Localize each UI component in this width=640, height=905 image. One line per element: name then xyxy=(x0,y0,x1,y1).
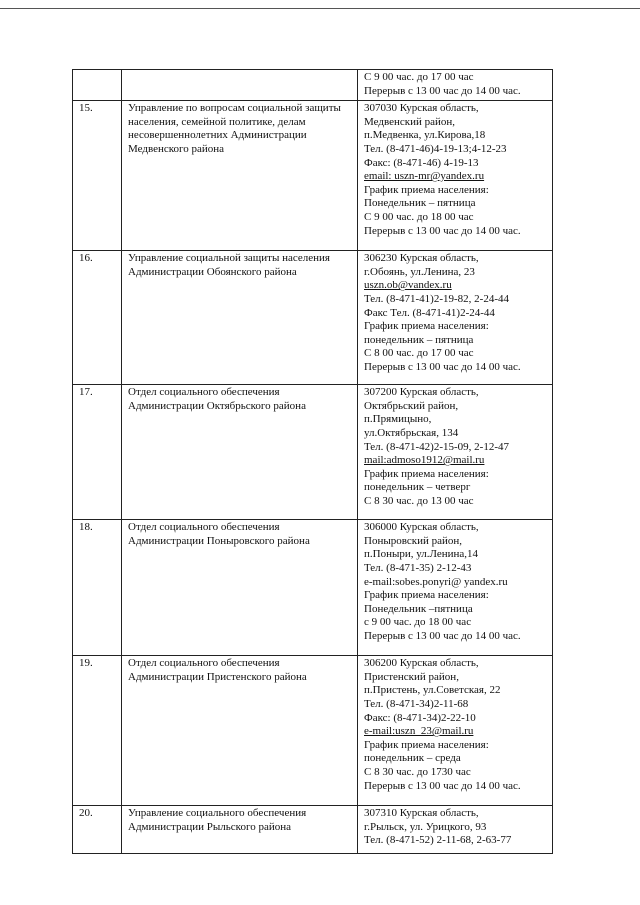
email-link[interactable]: e-mail:uszn_23@mail.ru xyxy=(364,725,474,738)
organization-name-cell: Управление по вопросам социальной защиты населения, семейной политике, делам несовершеннолетних Администрации Медвенского района xyxy=(122,101,358,251)
email-line[interactable]: e-mail:sobes.ponyri@ yandex.ru xyxy=(364,575,508,588)
row-number-cell: 18. xyxy=(73,520,122,656)
table-row xyxy=(73,101,553,251)
info-line: 307310 Курская область, xyxy=(364,807,479,820)
social-services-table xyxy=(72,69,553,854)
info-line: Перерыв с 13 00 час до 14 00 час. xyxy=(364,360,521,373)
table-row xyxy=(73,806,553,854)
info-line: График приема населения: xyxy=(364,183,489,196)
email-link[interactable]: email: uszn-mr@yandex.ru xyxy=(364,170,485,183)
info-line: Поныровский район, xyxy=(364,534,463,547)
info-line: 306000 Курская область, xyxy=(364,521,479,534)
info-line: Перерыв с 13 00 час до 14 00 час. xyxy=(364,629,521,642)
info-line: п.Прямицыно, xyxy=(364,413,432,426)
info-line: Перерыв с 13 00 час до 14 00 час. xyxy=(364,224,521,237)
info-line: Тел. (8-471-35) 2-12-43 xyxy=(364,561,472,574)
organization-name-cell: Управление социальной защиты населения Администрации Обоянского района xyxy=(122,251,358,385)
info-line: понедельник – четверг xyxy=(364,481,471,494)
info-line: График приема населения: xyxy=(364,320,489,333)
info-line: Медвенский район, xyxy=(364,115,456,128)
info-line: 307200 Курская область, xyxy=(364,386,479,399)
info-line: с 9 00 час. до 18 00 час xyxy=(364,616,472,629)
info-line: Тел. (8-471-41)2-19-82, 2-24-44 xyxy=(364,292,509,305)
info-line: п.Медвенка, ул.Кирова,18 xyxy=(364,129,486,142)
info-line: понедельник – среда xyxy=(364,752,461,765)
contact-info-cell xyxy=(358,101,553,251)
info-line: 306200 Курская область, xyxy=(364,657,479,670)
info-line: п.Пристень, ул.Советская, 22 xyxy=(364,684,501,697)
info-line: Факс: (8-471-46) 4-19-13 xyxy=(364,156,479,169)
row-number-cell: 17. xyxy=(73,385,122,520)
contact-info-cell xyxy=(358,806,553,854)
info-line: С 8 30 час. до 1730 час xyxy=(364,765,471,778)
row-number-cell: 16. xyxy=(73,251,122,385)
info-line: Перерыв с 13 00 час до 14 00 час. xyxy=(364,779,521,792)
organization-name-cell: Отдел социального обеспечения Администрации Пристенского района xyxy=(122,656,358,806)
organization-name-cell: Управление социального обеспечения Администрации Рыльского района xyxy=(122,806,358,854)
info-line: ул.Октябрьская, 134 xyxy=(364,426,459,439)
row-number-cell: 15. xyxy=(73,101,122,251)
row-number-cell: 19. xyxy=(73,656,122,806)
contact-info-cell xyxy=(358,70,553,101)
contact-info-cell xyxy=(358,656,553,806)
email-link[interactable]: mail:admoso1912@mail.ru xyxy=(364,454,485,467)
table-row xyxy=(73,385,553,520)
info-line: 306230 Курская область, xyxy=(364,252,479,265)
info-line: Тел. (8-471-42)2-15-09, 2-12-47 xyxy=(364,440,509,453)
info-line: Тел. (8-471-46)4-19-13;4-12-23 xyxy=(364,142,507,155)
info-line: г.Обоянь, ул.Ленина, 23 xyxy=(364,265,475,278)
table-row xyxy=(73,520,553,656)
email-link[interactable]: uszn.ob@vandex.ru xyxy=(364,279,452,292)
info-line: С 8 30 час. до 13 00 час xyxy=(364,494,474,507)
info-line: График приема населения: xyxy=(364,738,489,751)
contact-info-cell xyxy=(358,385,553,520)
info-line: С 8 00 час. до 17 00 час xyxy=(364,347,474,360)
organization-name-cell: Отдел социального обеспечения Администрации Октябрьского района xyxy=(122,385,358,520)
contact-info-cell xyxy=(358,520,553,656)
info-line: С 9 00 час. до 18 00 час xyxy=(364,210,474,223)
info-line: г.Рыльск, ул. Урицкого, 93 xyxy=(364,820,487,833)
info-line: Понедельник – пятница xyxy=(364,197,476,210)
table-row xyxy=(73,656,553,806)
info-line: Октябрьский район, xyxy=(364,399,459,412)
info-line: Факс: (8-471-34)2-22-10 xyxy=(364,711,476,724)
info-line: п.Поныри, ул.Ленина,14 xyxy=(364,548,479,561)
row-number-cell xyxy=(73,70,122,101)
row-number-cell: 20. xyxy=(73,806,122,854)
table-row xyxy=(73,251,553,385)
info-line: Тел. (8-471-52) 2-11-68, 2-63-77 xyxy=(364,834,512,847)
info-line: С 9 00 час. до 17 00 час xyxy=(364,71,474,83)
info-line: понедельник – пятница xyxy=(364,333,474,346)
table-row xyxy=(73,70,553,101)
info-line: График приема населения: xyxy=(364,467,489,480)
organization-name-cell: Отдел социального обеспечения Администрации Поныровского района xyxy=(122,520,358,656)
info-line: Пристенский район, xyxy=(364,670,459,683)
info-line: Перерыв с 13 00 час до 14 00 час. xyxy=(364,84,521,97)
info-line: График приема населения: xyxy=(364,589,489,602)
info-line: 307030 Курская область, xyxy=(364,102,479,115)
organization-name-cell xyxy=(122,70,358,101)
info-line: Понедельник –пятница xyxy=(364,602,473,615)
page-top-rule xyxy=(0,8,640,9)
info-line: Факс Тел. (8-471-41)2-24-44 xyxy=(364,306,495,319)
contact-info-cell xyxy=(358,251,553,385)
info-line: Тел. (8-471-34)2-11-68 xyxy=(364,697,469,710)
